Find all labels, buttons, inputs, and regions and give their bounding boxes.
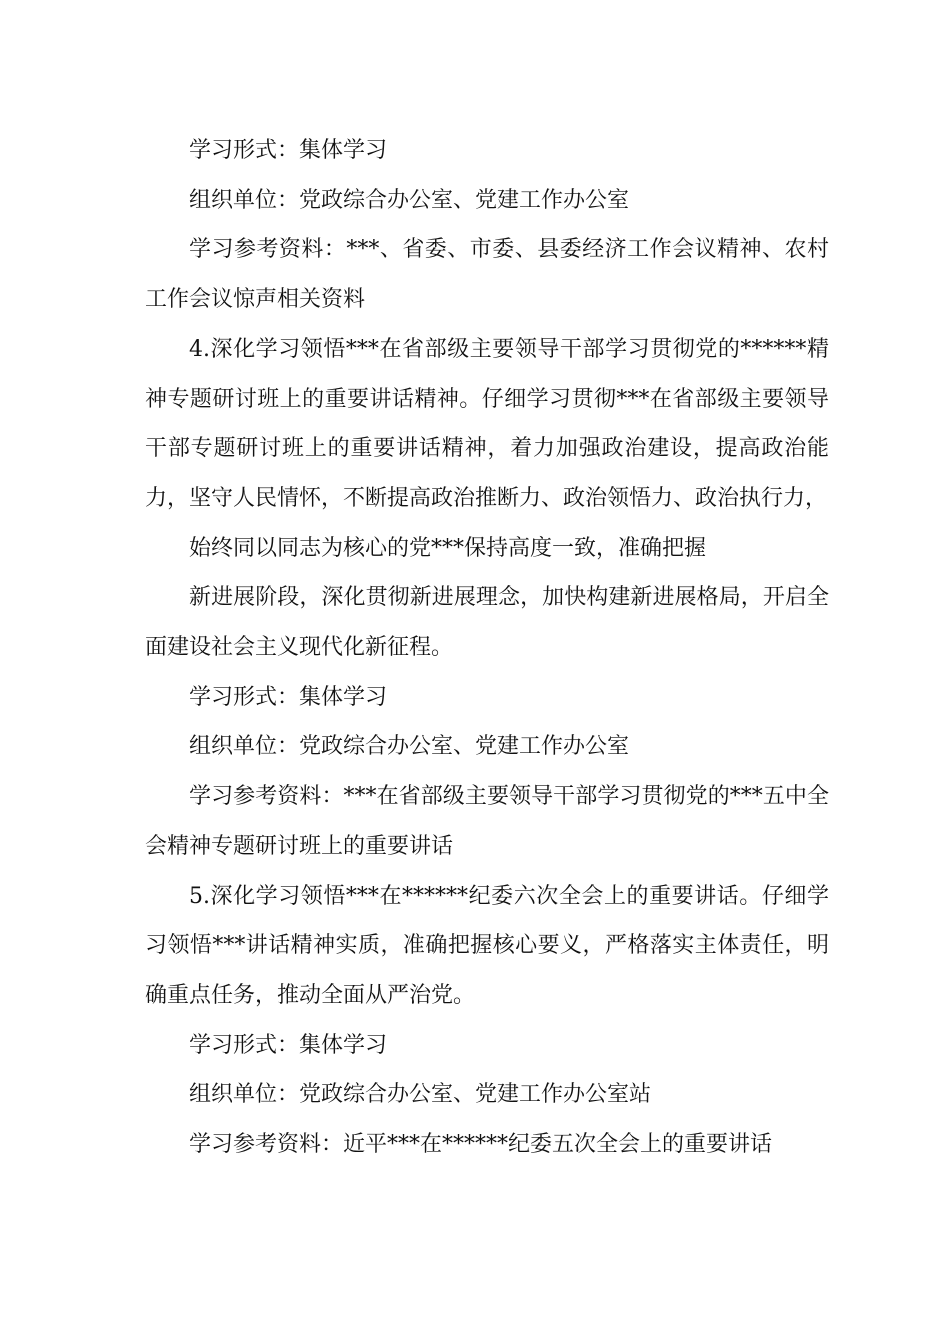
study-form-2: 学习形式：集体学习 [189, 684, 388, 710]
study-form-1: 学习形式：集体学习 [189, 138, 388, 163]
organizer-2: 组织单位：党政综合办公室、党建工作办公室 [189, 734, 630, 760]
organizer-1: 组织单位：党政综合办公室、党建工作办公室 [189, 187, 630, 213]
item-4-continuation-1: 始终同以同志为核心的党***保持高度一致，准确把握 [189, 535, 707, 561]
item-4-continuation-2: 新进展阶段，深化贯彻新进展理念，加快构建新进展格局，开启全面建设社会主义现代化新征程。 [145, 585, 829, 661]
organizer-3: 组织单位：党政综合办公室、党建工作办公室站 [189, 1082, 652, 1108]
reference-material-3: 学习参考资料：近平***在******纪委五次全会上的重要讲话 [189, 1132, 773, 1158]
reference-material-2: 学习参考资料：***在省部级主要领导干部学习贯彻党的***五中全会精神专题研讨班上的重要讲话 [145, 784, 829, 859]
item-4-paragraph: 4.深化学习领悟***在省部级主要领导干部学习贯彻党的******精神专题研讨班上的重要讲话精神。仔细学习贯彻***在省部级主要领导干部专题研讨班上的重要讲话精神，着力加强政治建设，提高政治能力，坚守人民情怀，不断提高政治推断力、政治领悟力、政治执行力， [145, 336, 829, 511]
reference-material-1: 学习参考资料：***、省委、市委、县委经济工作会议精神、农村工作会议惊声相关资料 [145, 237, 829, 313]
document-body [145, 126, 829, 1170]
study-form-3: 学习形式：集体学习 [189, 1032, 388, 1058]
item-5-paragraph: 5.深化学习领悟***在******纪委六次全会上的重要讲话。仔细学习领悟***讲话精神实质，准确把握核心要义，严格落实主体责任，明确重点任务，推动全面从严治党。 [145, 883, 829, 1008]
